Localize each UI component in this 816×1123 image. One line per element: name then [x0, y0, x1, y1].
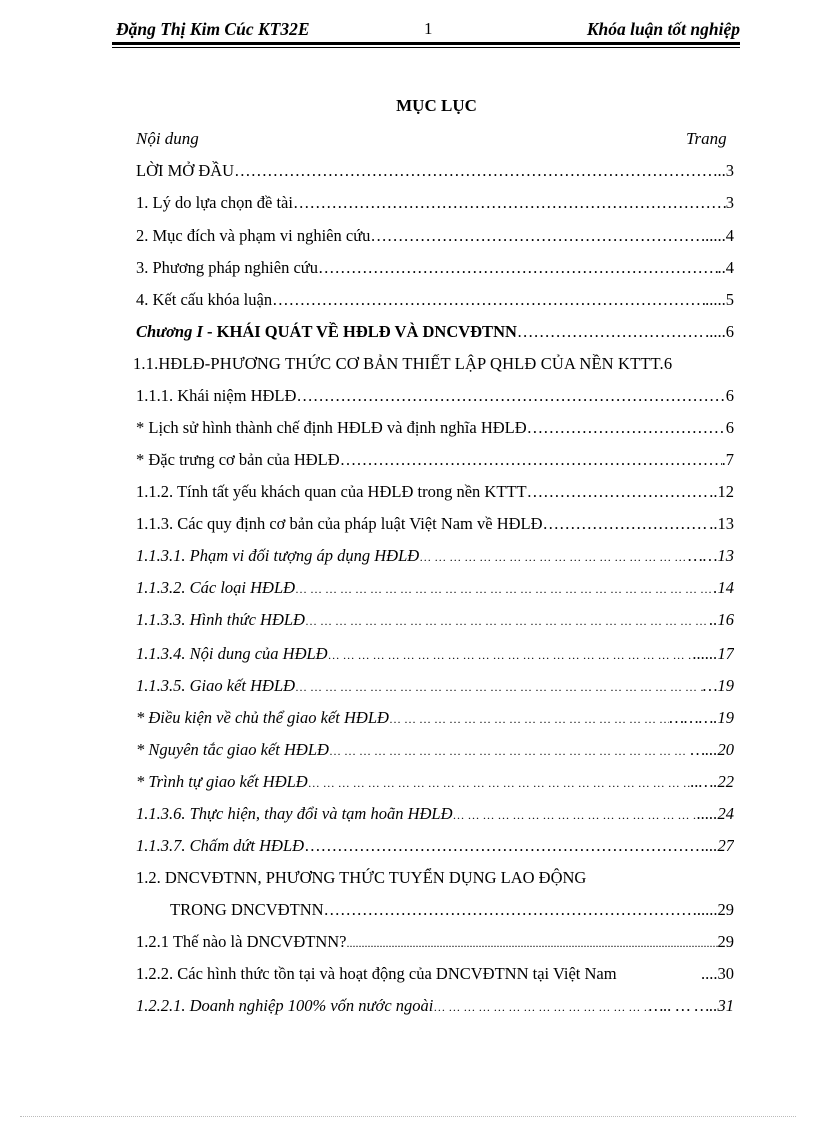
toc-entry-subsection [136, 740, 734, 766]
toc-entry-page: ……….19 [669, 708, 734, 727]
toc-leader-dots [370, 226, 705, 246]
toc-entry-page: 6 [725, 418, 734, 437]
toc-entry-page: 6 [725, 386, 734, 405]
toc-leader-dots [453, 804, 697, 824]
toc-entry-title: 1.1.3.2. Các loại HĐLĐ [136, 578, 296, 597]
toc-entry-page: ..….22 [690, 772, 734, 791]
toc-entry-page: 29 [717, 932, 734, 951]
toc-entry-page: …...20 [690, 740, 734, 759]
toc-entry-page: .....5 [705, 290, 734, 309]
toc-entry-subsection [136, 708, 734, 734]
header-rule-thick [112, 42, 740, 45]
toc-entry-subsection [136, 546, 734, 572]
toc-entry-section [136, 868, 734, 894]
toc-entry-page: .7 [721, 450, 734, 469]
toc-entry-title: * Điều kiện về chủ thể giao kết HĐLĐ [136, 708, 389, 727]
toc-entry-title: * Lịch sử hình thành chế định HĐLĐ và định nghĩa HĐLĐ [136, 418, 527, 437]
toc-leader-dots [293, 193, 726, 213]
toc-entry-title: 4. Kết cấu khóa luận [136, 290, 273, 309]
toc-title: MỤC LỤC [396, 96, 477, 115]
toc-entry [136, 482, 734, 508]
toc-entry-page: ..13 [709, 514, 734, 533]
toc-entry-page: .14 [713, 578, 734, 597]
toc-leader-dots [527, 482, 710, 502]
toc-entry-page: .....29 [696, 900, 734, 919]
toc-entry-subsection [136, 772, 734, 798]
header-page-number: 1 [424, 19, 433, 38]
header-rule-thin [112, 47, 740, 48]
toc-entry-section [133, 354, 738, 380]
toc-entry-subsection [136, 676, 734, 702]
toc-entry-title: 1. Lý do lựa chọn đề tài [136, 193, 293, 212]
toc-entry-title: 1.1.3.3. Hình thức HĐLĐ [136, 610, 305, 629]
toc-leader-dots [234, 161, 717, 181]
toc-leader-dots [296, 386, 725, 406]
toc-leader-dots [318, 258, 718, 278]
toc-entry-title: 3. Phương pháp nghiên cứu [136, 258, 318, 277]
toc-entry-section-continued [170, 900, 734, 926]
toc-entry-page: ..16 [709, 610, 734, 629]
toc-leader-dots [527, 418, 726, 438]
toc-entry-page: …19 [702, 676, 734, 695]
toc-entry [136, 418, 734, 444]
toc-entry-page: ……13 [688, 546, 734, 565]
toc-entry [136, 226, 734, 252]
toc-column-content-label: Nội dung [136, 129, 199, 148]
toc-entry [136, 258, 734, 284]
toc-entry [136, 161, 734, 187]
toc-leader-dots [272, 290, 705, 310]
toc-leader-dots [329, 740, 691, 760]
toc-entry-title: TRONG DNCVĐTNN [170, 900, 324, 919]
toc-leader-dots [305, 610, 709, 630]
toc-entry-title: 1.1.3.6. Thực hiện, thay đổi và tạm hoãn HĐLĐ [136, 804, 453, 823]
toc-entry-title: 1.1.1. Khái niệm HĐLĐ [136, 386, 297, 405]
toc-entry-page: ....30 [701, 964, 734, 983]
toc-entry-title: * Nguyên tắc giao kết HĐLĐ [136, 740, 329, 759]
toc-entry-subsection [136, 996, 734, 1022]
toc-entry-title: 2. Mục đích và phạm vi nghiên cứu [136, 226, 371, 245]
toc-leader-dots [295, 578, 713, 598]
toc-column-page-label: Trang [686, 129, 727, 148]
toc-entry-page: ....27 [701, 836, 734, 855]
toc-entry-title: 1.1.3.1. Phạm vi đối tượng áp dụng HĐLĐ [136, 546, 420, 565]
toc-entry-title: 1.1.3. Các quy định cơ bản của pháp luật Việt Nam về HĐLĐ [136, 514, 543, 533]
toc-chapter-label: Chương I [136, 322, 203, 341]
toc-entry-title [136, 322, 517, 342]
page-bottom-edge [20, 1116, 796, 1117]
toc-entry-page: .....6 [705, 322, 734, 341]
toc-leader-dots [304, 836, 701, 856]
toc-entry-title: 1.1.3.4. Nội dung của HĐLĐ [136, 644, 328, 663]
toc-entry-page: 3 [725, 193, 734, 212]
toc-leader-dots [347, 932, 718, 952]
toc-entry-subsection [136, 578, 734, 604]
toc-entry [136, 386, 734, 412]
toc-entry-page: ..3 [717, 161, 734, 180]
toc-entry-subsection [136, 610, 734, 636]
toc-entry-title: 1.2.2.1. Doanh nghiệp 100% vốn nước ngoài [136, 996, 434, 1015]
toc-entry-page: .....4 [705, 226, 734, 245]
toc-chapter-title: - KHÁI QUÁT VỀ HĐLĐ VÀ DNCVĐTNN [202, 322, 517, 341]
toc-entry [136, 964, 734, 990]
toc-leader-dots [419, 546, 688, 566]
toc-leader-dots [517, 322, 705, 342]
toc-entry-page: ..12 [709, 482, 734, 501]
toc-leader-dots [340, 450, 722, 470]
toc-entry-subsection [136, 804, 734, 830]
toc-entry-title: LỜI MỞ ĐẦU [136, 161, 235, 180]
toc-entry-title: 1.1.3.5. Giao kết HĐLĐ [136, 676, 296, 695]
toc-leader-dots [308, 772, 691, 792]
toc-entry-page: ….. … …..31 [648, 996, 734, 1015]
toc-entry [136, 514, 734, 540]
toc-entry [136, 290, 734, 316]
toc-entry-title: 1.1.3.7. Chấm dứt HĐLĐ [136, 836, 305, 855]
header-author: Đặng Thị Kim Cúc KT32E [116, 19, 310, 39]
toc-entry-page: ..4 [717, 258, 734, 277]
toc-leader-dots [389, 708, 669, 728]
header-document-type: Khóa luận tốt nghiệp [586, 19, 740, 39]
toc-entry [136, 450, 734, 476]
toc-entry-page: ......17 [692, 644, 734, 663]
toc-leader-dots [324, 900, 697, 920]
toc-entry [136, 932, 734, 958]
toc-entry-title: 1.1.HĐLĐ-PHƯƠNG THỨC CƠ BẢN THIẾT LẬP QHLĐ CỦA NỀN KTTT.6 [133, 354, 673, 373]
toc-entry-title: * Đặc trưng cơ bản của HĐLĐ [136, 450, 340, 469]
toc-entry-title: * Trình tự giao kết HĐLĐ [136, 772, 308, 791]
toc-entry-subsection [136, 644, 734, 670]
toc-entry-subsection [136, 836, 734, 862]
toc-leader-dots [295, 676, 703, 696]
toc-entry-title: 1.2.2. Các hình thức tồn tại và hoạt động của DNCVĐTNN tại Việt Nam [136, 964, 617, 983]
page-header [116, 17, 740, 43]
toc-entry-chapter [136, 322, 734, 348]
toc-entry-page: .....24 [696, 804, 734, 823]
toc-entry-title: 1.2. DNCVĐTNN, PHƯƠNG THỨC TUYỂN DỤNG LAO ĐỘNG [136, 868, 587, 887]
toc-entry-title: 1.2.1 Thế nào là DNCVĐTNN? [136, 932, 347, 951]
toc-leader-dots [433, 996, 648, 1016]
toc-leader-dots [328, 644, 693, 664]
toc-entry-title: 1.1.2. Tính tất yếu khách quan của HĐLĐ trong nền KTTT [136, 482, 527, 501]
toc-leader-dots [543, 514, 710, 534]
toc-entry [136, 193, 734, 219]
